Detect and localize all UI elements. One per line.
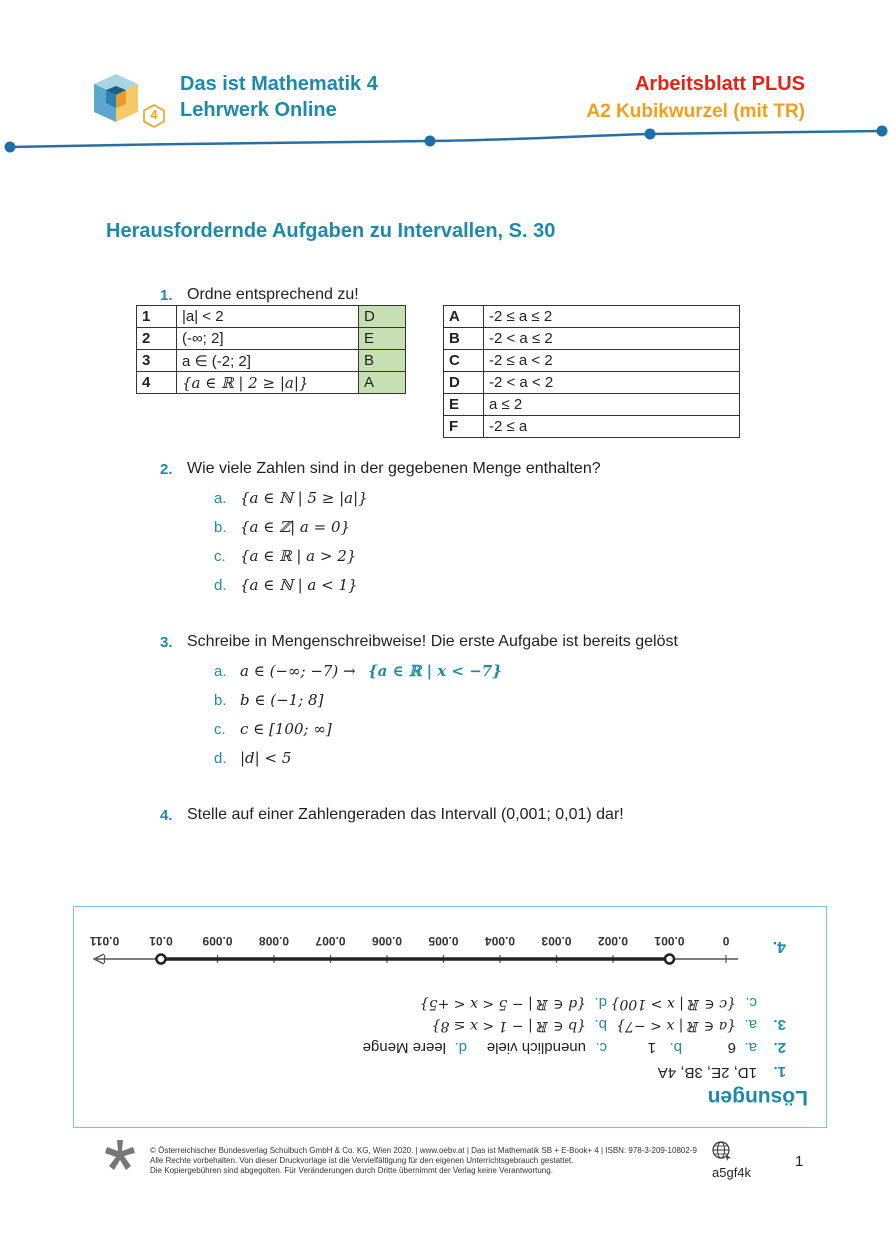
book-title: Das ist Mathematik 4 xyxy=(180,73,378,95)
row-expr: a ≤ 2 xyxy=(484,394,740,416)
row-expr: -2 ≤ a ≤ 2 xyxy=(484,306,740,328)
row-key: 4 xyxy=(137,372,177,394)
task3-expr-a: a ∈ (−∞; −7) → xyxy=(240,662,356,680)
task2-letter-b: b. xyxy=(214,519,227,536)
tick-label: 0.004 xyxy=(484,934,516,948)
solution3-text-d: {d ∈ ℝ | − 5 < x < +5} xyxy=(419,996,586,1012)
page-heading: Herausfordernde Aufgaben zu Intervallen, S. 30 xyxy=(106,220,556,242)
row-expr: a ∈ (-2; 2] xyxy=(177,350,359,372)
solution2-text-a: 6 xyxy=(727,1039,736,1056)
row-key: 3 xyxy=(137,350,177,372)
solution1-number: 1. xyxy=(773,1063,786,1080)
task2-text: Wie viele Zahlen sind in der gegebenen Menge enthalten? xyxy=(187,460,601,477)
table-row xyxy=(444,416,740,438)
tick-label: 0.011 xyxy=(89,934,120,948)
solution2-letter-d: d. xyxy=(454,1039,467,1056)
row-expr: |a| < 2 xyxy=(177,306,359,328)
task3-letter-a: a. xyxy=(214,663,227,680)
task3-text: Schreibe in Mengenschreibweise! Die erste Aufgabe ist bereits gelöst xyxy=(187,633,678,650)
line-dot xyxy=(5,142,16,153)
publisher-logo-icon xyxy=(103,1138,137,1174)
solution3-number: 3. xyxy=(773,1016,786,1033)
solution3-letter-a: a. xyxy=(744,1016,757,1033)
task2-letter-c: c. xyxy=(214,548,226,565)
row-expr: (-∞; 2] xyxy=(177,328,359,350)
header xyxy=(0,0,890,160)
tick-label: 0.007 xyxy=(315,934,346,948)
grade-number: 4 xyxy=(150,107,158,122)
row-answer: A xyxy=(359,372,406,394)
row-key: B xyxy=(444,328,484,350)
task3-expr-c: c ∈ [100; ∞] xyxy=(240,720,332,738)
table-row xyxy=(444,372,740,394)
row-expr: -2 ≤ a xyxy=(484,416,740,438)
table-row xyxy=(444,306,740,328)
solution4-number: 4. xyxy=(772,938,786,955)
footer-copyright: © Österreichischer Bundesverlag Schulbuch GmbH & Co. KG, Wien 2020. | www.oebv.at | Das ist Mathematik SB + E-Book+ 4 | ISBN: 978-3-209-10802-9 xyxy=(150,1146,697,1155)
solution1-text: 1D, 2E, 3B, 4A xyxy=(657,1064,757,1081)
interval-open-endpoint xyxy=(665,955,674,964)
solution2-letter-c: c. xyxy=(595,1039,607,1056)
solution-box xyxy=(73,906,827,1128)
task1-number: 1. xyxy=(160,287,173,304)
task3-expr-b: b ∈ (−1; 8] xyxy=(240,691,324,709)
footer-rights: Alle Rechte vorbehalten. Von dieser Druckvorlage ist die Vervielfältigung für den eigenen Unterrichtsgebrauch gestattet. xyxy=(150,1156,574,1165)
line-dot xyxy=(645,129,656,140)
task2-number: 2. xyxy=(160,461,173,478)
task2-expr-c: {a ∈ ℝ | a > 2} xyxy=(240,547,357,565)
row-answer: E xyxy=(359,328,406,350)
task1-text: Ordne entsprechend zu! xyxy=(187,286,359,303)
table-row xyxy=(137,372,406,394)
tick-label: 0.01 xyxy=(149,934,173,948)
footer-disclaimer: Die Kopiergebühren sind abgegolten. Für Veränderungen durch Dritte übernimmt der Verlag keine Verantwortung. xyxy=(150,1166,553,1175)
tick-label: 0.005 xyxy=(428,934,459,948)
row-key: 2 xyxy=(137,328,177,350)
task4-number: 4. xyxy=(160,807,173,824)
solution3-text-a: {a ∈ ℝ | x < −7} xyxy=(616,1018,736,1034)
task3-letter-c: c. xyxy=(214,721,226,738)
table-row xyxy=(137,328,406,350)
task1-right-table xyxy=(443,305,740,438)
row-key: E xyxy=(444,394,484,416)
interval-open-endpoint xyxy=(157,955,166,964)
tick-label: 0.002 xyxy=(597,934,629,948)
task3-letter-b: b. xyxy=(214,692,227,709)
table-row xyxy=(444,350,740,372)
solution2-text-c: unendlich viele xyxy=(486,1039,586,1056)
tick-label: 0.001 xyxy=(654,934,685,948)
sheet-topic: A2 Kubikwurzel (mit TR) xyxy=(586,101,805,122)
row-expr: -2 ≤ a < 2 xyxy=(484,350,740,372)
online-code[interactable]: a5gf4k xyxy=(712,1165,752,1180)
row-expr: -2 < a < 2 xyxy=(484,372,740,394)
page-number: 1 xyxy=(795,1153,804,1170)
solution-content xyxy=(74,907,826,1127)
table-row xyxy=(444,328,740,350)
number-line xyxy=(86,917,746,977)
task2-expr-d: {a ∈ ℕ | a < 1} xyxy=(240,576,358,594)
header-line xyxy=(0,118,890,158)
solution2-letter-a: a. xyxy=(744,1039,757,1056)
task1-left-table xyxy=(136,305,406,394)
solution3-letter-d: d. xyxy=(594,994,607,1011)
tick-label: 0.009 xyxy=(202,934,233,948)
sheet-type: Arbeitsblatt PLUS xyxy=(634,73,805,95)
row-key: 1 xyxy=(137,306,177,328)
line-dot xyxy=(877,126,888,137)
row-key: C xyxy=(444,350,484,372)
solution3-letter-b: b. xyxy=(594,1016,607,1033)
row-key: D xyxy=(444,372,484,394)
task3-expr-d: |d| < 5 xyxy=(240,749,292,767)
task3-letter-d: d. xyxy=(214,750,227,767)
row-expr: {a ∈ ℝ | 2 ≥ |a|} xyxy=(177,372,359,394)
task2-expr-b: {a ∈ ℤ| a = 0} xyxy=(240,518,351,536)
task2-letter-a: a. xyxy=(214,490,227,507)
table-row xyxy=(137,306,406,328)
solution3-letter-c: c. xyxy=(745,994,757,1011)
task4-text: Stelle auf einer Zahlengeraden das Intervall (0,001; 0,01) dar! xyxy=(187,806,624,823)
solution2-number: 2. xyxy=(773,1039,786,1056)
row-expr: -2 < a ≤ 2 xyxy=(484,328,740,350)
solution-title: Lösungen xyxy=(707,1086,808,1109)
row-key: F xyxy=(444,416,484,438)
tick-label: 0.003 xyxy=(541,934,572,948)
tick-label: 0 xyxy=(722,934,730,948)
table-row xyxy=(137,350,406,372)
tick-label: 0.008 xyxy=(258,934,290,948)
task2-letter-d: d. xyxy=(214,577,227,594)
book-subtitle: Lehrwerk Online xyxy=(180,99,337,121)
solution2-letter-b: b. xyxy=(669,1039,682,1056)
table-row xyxy=(444,394,740,416)
row-answer: B xyxy=(359,350,406,372)
solution3-text-b: {b ∈ ℝ | − 1 < x ≤ 8} xyxy=(431,1018,586,1034)
globe-icon[interactable] xyxy=(711,1140,733,1162)
task3-solution-a: {a ∈ ℝ | x < −7} xyxy=(368,662,502,680)
line-dot xyxy=(425,136,436,147)
task3-number: 3. xyxy=(160,634,173,651)
row-answer: D xyxy=(359,306,406,328)
solution2-text-b: 1 xyxy=(647,1039,656,1056)
row-key: A xyxy=(444,306,484,328)
task2-expr-a: {a ∈ ℕ | 5 ≥ |a|} xyxy=(240,489,368,507)
solution2-text-d: leere Menge xyxy=(362,1039,446,1056)
tick-label: 0.006 xyxy=(371,934,403,948)
solution3-text-c: {c ∈ ℝ | x > 100} xyxy=(610,996,736,1012)
